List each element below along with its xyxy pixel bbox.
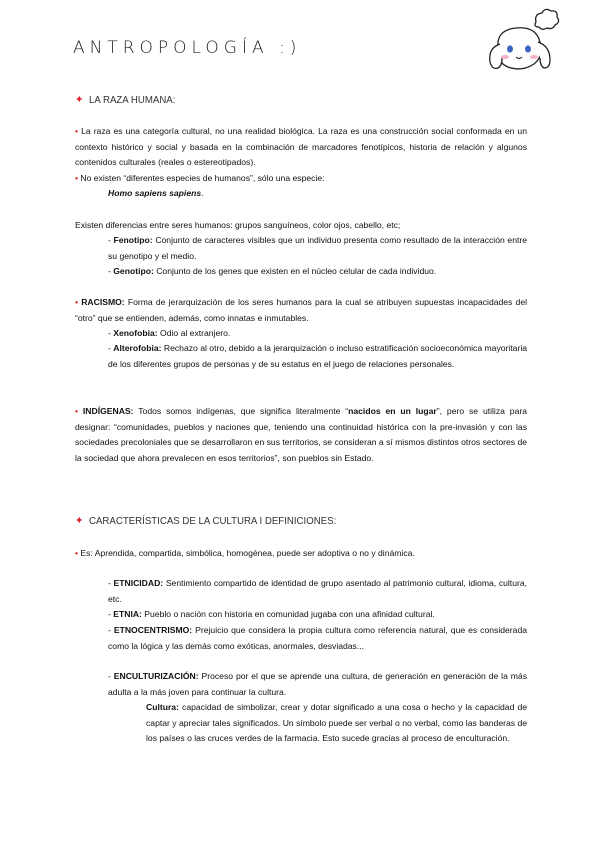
- item-enculturizacion: - ENCULTURIZACIÓN: Proceso por el que se aprende una cultura, de generación en generación de la más adulta a la más joven para continuar la cultura.: [108, 671, 528, 697]
- bullet-icon: •: [75, 548, 79, 558]
- item-etnocentrismo: - ETNOCENTRISMO: Prejuicio que considera la propia cultura como referencia natural, que es considerada como la lógica y las demás como exóticas, anormales, desviadas...: [108, 625, 528, 651]
- section-heading-raza: ✦ LA RAZA HUMANA:: [75, 94, 176, 106]
- paragraph-racismo: • RACISMO: Forma de jerarquización de los seres humanos para la cual se atribuyen supuestas incapacidades del “otro” que se entienden, además, como innatas e inmutables.: [75, 297, 528, 323]
- star-bullet-icon: ✦: [75, 515, 84, 527]
- item-genotipo: - Genotipo: Conjunto de los genes que existen en el núcleo celular de cada individuo.: [108, 266, 437, 276]
- bullet-icon: •: [75, 173, 79, 183]
- bullet-icon: •: [75, 126, 79, 136]
- paragraph-raza: • La raza es una categoría cultural, no una realidad biológica. La raza es una construcción social conformada en un contexto histórico y social y basada en la combinación de marcadores fenotípicos, historia de relación y algunos contenidos culturales (reales o estereotipados).: [75, 126, 527, 167]
- species-line: Homo sapiens sapiens.: [108, 188, 204, 198]
- item-etnia: - ETNIA: Pueblo o nación con historia en comunidad jugaba con una afinidad cultural.: [108, 609, 435, 619]
- page-title: ANTROPOLOGÍA :): [73, 38, 302, 58]
- item-etnicidad: - ETNICIDAD: Sentimiento compartido de identidad de grupo asentado al patrimonio cultural, idioma, cultura, etc.: [108, 578, 527, 604]
- item-alterofobia: - Alterofobia: Rechazo al otro, debido a la jerarquización o incluso estratificación socioeconómica mayoritaria de los diferentes grupos de personas y de su estatus en el juego de relaciones personales.: [108, 343, 528, 369]
- star-bullet-icon: ✦: [75, 94, 84, 106]
- section-heading-cultura: ✦ CARACTERÍSTICAS DE LA CULTURA I DEFINICIONES:: [75, 515, 337, 527]
- paragraph-especies: • No existen “diferentes especies de humanos”, sólo una especie:: [75, 173, 325, 183]
- bullet-icon: •: [75, 406, 79, 416]
- paragraph-indigenas: • INDÍGENAS: Todos somos indígenas, que significa literalmente “nacidos en un lugar”, pero se utiliza para designar: “comunidades, pueblos y naciones que, teniendo una continuidad histórica con la pre-invasión y con las sociedades precoloniales que se desarrollaron en sus territorios, se consideran a sí mismos distintos otros sectores de la sociedad que ahora prevalecen en esos territorios”, son pueblos sin Estado.: [75, 406, 527, 463]
- paragraph-es: • Es: Aprendida, compartida, simbólica, homogénea, puede ser adoptiva o no y dinámica.: [75, 548, 415, 558]
- bullet-icon: •: [75, 297, 79, 307]
- item-cultura: Cultura: capacidad de simbolizar, crear y dotar significado a una cosa o hecho y la capacidad de captar y apreciar tales significados. Un símbolo puede ser verbal o no verbal, como las banderas de los países o las cruces verdes de la farmacia. Esto sucede gracias al proceso de enculturación.: [146, 702, 527, 743]
- item-fenotipo: - Fenotipo: Conjunto de caracteres visibles que un individuo presenta como resultado de la interacción entre su genotipo y el medio.: [108, 235, 528, 261]
- cinnamoroll-mascot-icon: [484, 8, 564, 82]
- paragraph-diferencias: Existen diferencias entre seres humanos: grupos sanguíneos, color ojos, cabello, etc;: [75, 220, 401, 230]
- item-xenofobia: - Xenofobia: Odio al extranjero.: [108, 328, 231, 338]
